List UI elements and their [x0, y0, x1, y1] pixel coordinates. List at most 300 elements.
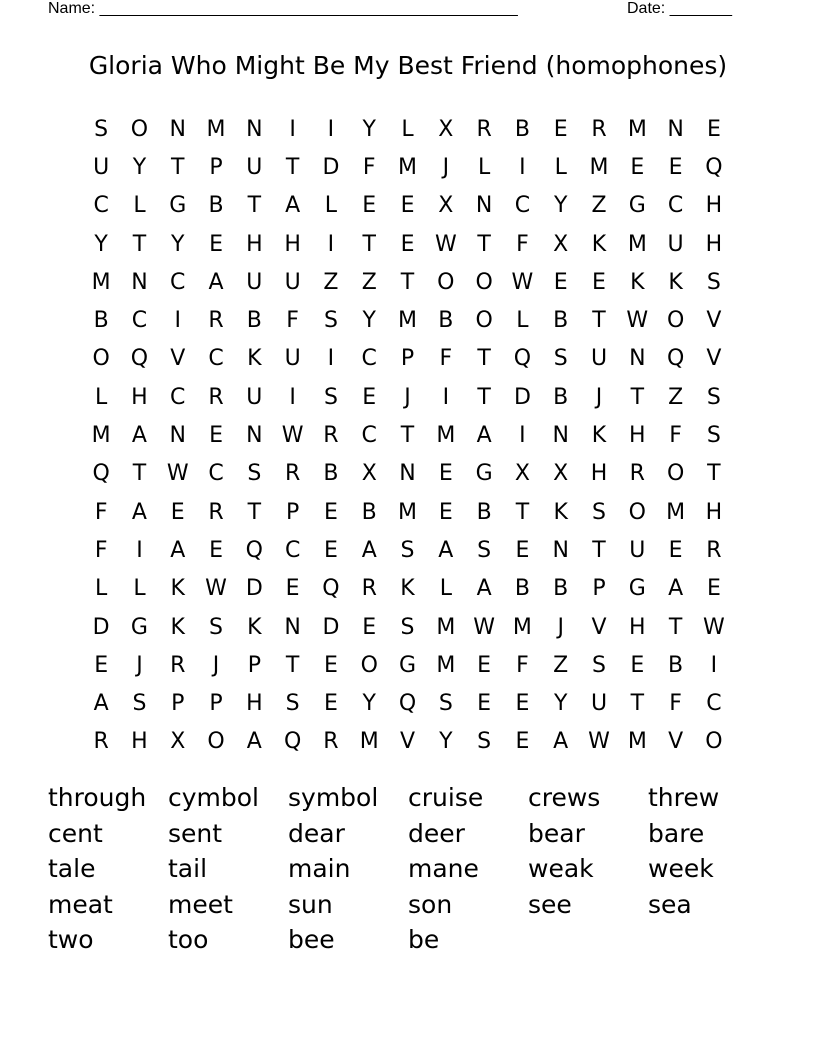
grid-letter: J [404, 384, 411, 410]
grid-letter: M [666, 499, 686, 525]
grid-letter: T [592, 537, 606, 563]
grid-letter: H [629, 423, 646, 449]
grid-letter: R [208, 308, 224, 334]
name-field-label: Name: _______________________________________________ [48, 0, 518, 17]
grid-letter: F [669, 423, 682, 449]
grid-letter: L [516, 308, 529, 334]
grid-letter: D [92, 614, 110, 640]
grid-letter: G [169, 193, 187, 219]
grid-letter: Y [362, 308, 376, 334]
grid-letter: T [668, 614, 683, 640]
grid-letter: S [132, 691, 147, 717]
word-list-item: meet [168, 889, 233, 919]
grid-letter: P [400, 346, 415, 372]
grid-letter: P [209, 691, 223, 717]
grid-letter: U [590, 691, 608, 717]
grid-letter: K [170, 576, 185, 602]
word-list-item: sun [288, 889, 333, 919]
grid-letter: X [553, 461, 569, 487]
grid-letter: K [553, 499, 568, 525]
grid-letter: G [628, 193, 646, 219]
grid-letter: B [514, 576, 530, 602]
grid-letter: R [284, 461, 301, 487]
word-list-item: cruise [408, 783, 484, 812]
grid-letter: I [519, 154, 526, 180]
grid-letter: I [710, 652, 718, 678]
grid-letter: N [629, 346, 646, 372]
grid-letter: Y [132, 154, 147, 180]
grid-letter: J [136, 652, 143, 678]
grid-letter: S [323, 308, 338, 334]
grid-letter: A [93, 691, 109, 717]
grid-letter: J [595, 384, 603, 410]
grid-letter: R [208, 384, 224, 410]
grid-letter: Y [171, 231, 185, 257]
grid-letter: P [592, 576, 606, 602]
grid-letter: E [285, 576, 300, 602]
grid-letter: L [401, 116, 414, 142]
word-list-item: too [168, 925, 209, 955]
grid-letter: E [170, 499, 185, 525]
grid-letter: I [519, 423, 526, 449]
grid-letter: H [705, 193, 723, 219]
grid-letter: U [93, 154, 110, 180]
grid-letter: M [359, 729, 379, 755]
word-list [48, 780, 768, 958]
grid-letter: I [327, 346, 335, 372]
grid-letter: N [475, 193, 493, 219]
word-list-item: bare [648, 818, 705, 848]
grid-letter: M [436, 614, 456, 640]
grid-letter: X [170, 729, 186, 755]
grid-letter: T [400, 269, 415, 295]
grid-letter: U [246, 384, 263, 410]
grid-letter: V [399, 729, 416, 755]
grid-letter: B [93, 308, 109, 334]
word-list-item: tail [168, 854, 208, 884]
word-list-item: son [408, 889, 453, 919]
grid-letter: E [362, 384, 377, 410]
grid-letter: A [208, 269, 224, 295]
grid-letter: E [323, 691, 338, 717]
grid-letter: N [246, 423, 263, 449]
grid-letter: T [247, 193, 262, 219]
grid-letter: I [327, 116, 335, 142]
grid-letter: H [131, 384, 148, 410]
grid-letter: F [286, 308, 299, 334]
grid-letter: M [91, 423, 111, 449]
grid-letter: S [706, 384, 721, 410]
grid-letter: N [552, 423, 569, 449]
grid-letter: W [281, 423, 304, 449]
grid-letter: R [170, 652, 186, 678]
grid-letter: B [476, 499, 492, 525]
word-list-item: week [648, 854, 714, 884]
grid-letter: I [136, 537, 143, 563]
grid-letter: H [246, 231, 263, 257]
grid-letter: K [630, 269, 645, 295]
grid-letter: S [209, 614, 224, 640]
word-list-item: see [528, 889, 572, 919]
grid-letter: S [706, 423, 721, 449]
grid-letter: M [627, 729, 647, 755]
grid-letter: A [553, 729, 569, 755]
grid-letter: P [285, 499, 300, 525]
grid-letter: D [245, 576, 263, 602]
grid-letter: M [436, 652, 456, 678]
grid-letter: C [514, 193, 531, 219]
grid-letter: O [130, 116, 149, 142]
grid-letter: E [323, 652, 338, 678]
grid-letter: I [289, 116, 296, 142]
grid-letter: X [438, 116, 454, 142]
grid-letter: A [131, 499, 147, 525]
grid-letter: M [398, 308, 418, 334]
word-list-item: through [48, 783, 147, 812]
grid-letter: E [630, 652, 645, 678]
grid-letter: K [400, 576, 415, 602]
grid-letter: M [206, 116, 226, 142]
grid-letter: E [630, 154, 645, 180]
word-list-item: weak [528, 854, 594, 884]
grid-letter: A [476, 576, 492, 602]
grid-letter: F [94, 537, 108, 563]
grid-letter: Q [705, 154, 723, 180]
grid-letter: G [475, 461, 493, 487]
grid-letter: Q [398, 691, 417, 717]
grid-letter: B [323, 461, 339, 487]
grid-letter: Z [668, 384, 684, 410]
grid-letter: W [473, 614, 495, 640]
grid-letter: I [442, 384, 450, 410]
grid-letter: N [667, 116, 684, 142]
grid-letter: B [553, 384, 569, 410]
grid-letter: L [133, 193, 146, 219]
grid-letter: E [553, 269, 568, 295]
grid-letter: L [133, 576, 146, 602]
grid-letter: S [94, 116, 109, 142]
grid-letter: N [284, 614, 301, 640]
grid-letter: T [132, 231, 147, 257]
grid-letter: T [247, 499, 262, 525]
grid-letter: E [323, 537, 338, 563]
grid-letter: Z [361, 269, 377, 295]
grid-letter: S [323, 384, 338, 410]
grid-letter: T [285, 652, 300, 678]
grid-letter: N [399, 461, 416, 487]
grid-letter: P [171, 691, 185, 717]
date-field-label: Date: _______ [627, 0, 732, 17]
grid-letter: R [706, 537, 722, 563]
grid-letter: X [438, 193, 454, 219]
grid-letter: G [628, 576, 646, 602]
grid-letter: C [208, 461, 224, 487]
grid-letter: C [131, 308, 148, 334]
grid-letter: O [475, 269, 493, 295]
grid-letter: H [246, 691, 263, 717]
word-list-item: dear [288, 818, 345, 848]
grid-letter: H [629, 614, 646, 640]
grid-letter: U [246, 269, 263, 295]
grid-letter: M [91, 269, 111, 295]
grid-letter: T [285, 154, 300, 180]
grid-letter: S [592, 499, 606, 525]
grid-letter: S [400, 537, 415, 563]
grid-letter: O [207, 729, 225, 755]
grid-letter: W [703, 614, 725, 640]
grid-letter: A [438, 537, 454, 563]
grid-letter: S [400, 614, 415, 640]
grid-letter: K [591, 423, 607, 449]
grid-letter: E [438, 461, 453, 487]
grid-letter: Q [130, 346, 149, 372]
grid-letter: R [591, 116, 607, 142]
grid-letter: T [630, 691, 645, 717]
grid-letter: E [362, 614, 377, 640]
grid-letter: U [667, 231, 684, 257]
grid-letter: V [706, 308, 722, 334]
grid-letter: C [361, 346, 377, 372]
grid-letter: N [169, 116, 186, 142]
grid-letter: K [668, 269, 683, 295]
grid-letter: L [324, 193, 338, 219]
word-list-item: threw [648, 783, 720, 812]
grid-letter: R [208, 499, 224, 525]
grid-letter: H [590, 461, 608, 487]
grid-letter: O [628, 499, 646, 525]
grid-letter: B [514, 116, 530, 142]
grid-letter: T [630, 384, 645, 410]
grid-letter: H [284, 231, 301, 257]
grid-letter: I [289, 384, 296, 410]
grid-letter: B [361, 499, 377, 525]
grid-letter: E [400, 193, 415, 219]
grid-letter: R [629, 461, 645, 487]
grid-letter: F [516, 652, 529, 678]
grid-letter: B [553, 308, 569, 334]
grid-letter: M [512, 614, 532, 640]
grid-letter: T [707, 461, 721, 487]
grid-letter: C [208, 346, 224, 372]
grid-letter: D [513, 384, 531, 410]
grid-letter: H [705, 231, 723, 257]
grid-letter: E [400, 231, 415, 257]
grid-letter: M [627, 116, 647, 142]
grid-letter: T [132, 461, 147, 487]
grid-letter: R [323, 729, 339, 755]
word-list-item: cent [48, 818, 103, 848]
grid-letter: Z [553, 652, 569, 678]
word-list-item: tale [48, 854, 96, 884]
grid-letter: A [668, 576, 684, 602]
grid-letter: W [511, 269, 534, 295]
grid-letter: B [438, 308, 454, 334]
grid-letter: E [668, 154, 683, 180]
grid-letter: E [94, 652, 109, 678]
grid-letter: I [174, 308, 181, 334]
word-list-item: sea [648, 889, 692, 919]
grid-letter: S [706, 269, 721, 295]
grid-letter: E [592, 269, 606, 295]
word-list-item: bear [528, 818, 585, 848]
grid-letter: F [94, 499, 108, 525]
grid-letter: I [327, 231, 335, 257]
grid-letter: C [284, 537, 301, 563]
grid-letter: S [553, 346, 568, 372]
grid-letter: T [171, 154, 185, 180]
grid-letter: E [323, 499, 338, 525]
grid-letter: O [92, 346, 110, 372]
grid-letter: M [627, 231, 647, 257]
grid-letter: T [515, 499, 530, 525]
grid-letter: W [434, 231, 457, 257]
grid-letter: K [247, 614, 262, 640]
grid-letter: E [209, 537, 223, 563]
grid-letter: T [477, 384, 491, 410]
grid-letter: E [706, 116, 721, 142]
grid-letter: J [557, 614, 564, 640]
grid-letter: Y [362, 116, 376, 142]
word-list-item: cymbol [168, 783, 260, 812]
grid-letter: F [669, 691, 682, 717]
grid-letter: O [475, 308, 493, 334]
grid-letter: B [553, 576, 569, 602]
word-list-item: sent [168, 818, 223, 848]
grid-letter: J [212, 652, 220, 678]
grid-letter: O [705, 729, 723, 755]
grid-letter: P [247, 652, 261, 678]
grid-letter: R [323, 423, 339, 449]
grid-letter: A [476, 423, 492, 449]
grid-letter: U [246, 154, 263, 180]
grid-letter: E [477, 652, 492, 678]
grid-letter: D [322, 154, 340, 180]
word-list-item: crews [528, 783, 601, 812]
grid-letter: O [666, 308, 685, 334]
grid-letter: V [706, 346, 722, 372]
grid-letter: U [284, 346, 301, 372]
grid-letter: S [247, 461, 262, 487]
page-title: Gloria Who Might Be My Best Friend (homophones) [88, 51, 728, 80]
grid-letter: F [516, 231, 529, 257]
grid-letter: Q [283, 729, 302, 755]
word-list-item: bee [288, 925, 335, 955]
grid-letter: T [400, 423, 415, 449]
grid-letter: M [589, 154, 609, 180]
grid-letter: A [170, 537, 186, 563]
grid-letter: V [591, 614, 607, 640]
word-list-item: two [48, 925, 94, 955]
grid-letter: B [208, 193, 224, 219]
grid-letter: A [246, 729, 262, 755]
grid-letter: E [706, 576, 721, 602]
grid-letter: Y [553, 193, 568, 219]
grid-letter: A [361, 537, 377, 563]
grid-letter: E [209, 231, 223, 257]
grid-letter: S [592, 652, 606, 678]
grid-letter: G [130, 614, 148, 640]
grid-letter: Q [322, 576, 340, 602]
grid-letter: T [477, 346, 491, 372]
grid-letter: Q [513, 346, 532, 372]
grid-letter: L [95, 576, 108, 602]
grid-letter: C [170, 384, 186, 410]
grid-letter: L [439, 576, 452, 602]
grid-letter: N [246, 116, 263, 142]
grid-letter: O [666, 461, 685, 487]
grid-letter: B [668, 652, 684, 678]
grid-letter: P [209, 154, 223, 180]
letter-grid [82, 110, 733, 761]
grid-letter: E [209, 423, 223, 449]
grid-letter: R [93, 729, 109, 755]
grid-letter: U [284, 269, 301, 295]
grid-letter: T [362, 231, 376, 257]
grid-letter: V [170, 346, 186, 372]
grid-letter: K [170, 614, 185, 640]
grid-letter: G [398, 652, 417, 678]
grid-letter: L [95, 384, 108, 410]
word-list-item: meat [48, 889, 113, 919]
grid-letter: T [477, 231, 491, 257]
grid-letter: B [246, 308, 262, 334]
grid-letter: D [322, 614, 340, 640]
grid-letter: Q [92, 461, 110, 487]
grid-letter: U [629, 537, 646, 563]
grid-letter: W [166, 461, 189, 487]
grid-letter: X [514, 461, 530, 487]
grid-letter: C [170, 269, 186, 295]
grid-letter: R [476, 116, 492, 142]
grid-letter: N [169, 423, 186, 449]
grid-letter: M [398, 154, 418, 180]
grid-letter: J [442, 154, 450, 180]
grid-letter: W [588, 729, 610, 755]
grid-letter: W [626, 308, 649, 334]
grid-letter: W [205, 576, 227, 602]
grid-letter: E [515, 691, 530, 717]
grid-letter: M [398, 499, 418, 525]
grid-letter: A [131, 423, 147, 449]
grid-letter: E [362, 193, 377, 219]
grid-letter: F [362, 154, 376, 180]
grid-letter: Y [362, 691, 376, 717]
word-list-item: deer [408, 818, 465, 848]
grid-letter: X [361, 461, 377, 487]
grid-letter: M [436, 423, 456, 449]
grid-letter: Q [245, 537, 263, 563]
grid-letter: Z [591, 193, 607, 219]
grid-letter: C [361, 423, 377, 449]
grid-letter: L [477, 154, 491, 180]
grid-letter: X [553, 231, 569, 257]
grid-letter: L [554, 154, 567, 180]
grid-letter: T [592, 308, 606, 334]
grid-letter: O [437, 269, 455, 295]
grid-letter: S [477, 537, 492, 563]
grid-letter: N [552, 537, 569, 563]
grid-letter: Y [553, 691, 568, 717]
grid-letter: O [360, 652, 378, 678]
grid-letter: K [591, 231, 607, 257]
grid-letter: E [553, 116, 568, 142]
grid-letter: E [515, 537, 530, 563]
grid-letter: F [439, 346, 453, 372]
grid-letter: Y [94, 231, 108, 257]
word-list-item: mane [408, 854, 479, 884]
grid-letter: V [668, 729, 684, 755]
grid-letter: Z [323, 269, 339, 295]
